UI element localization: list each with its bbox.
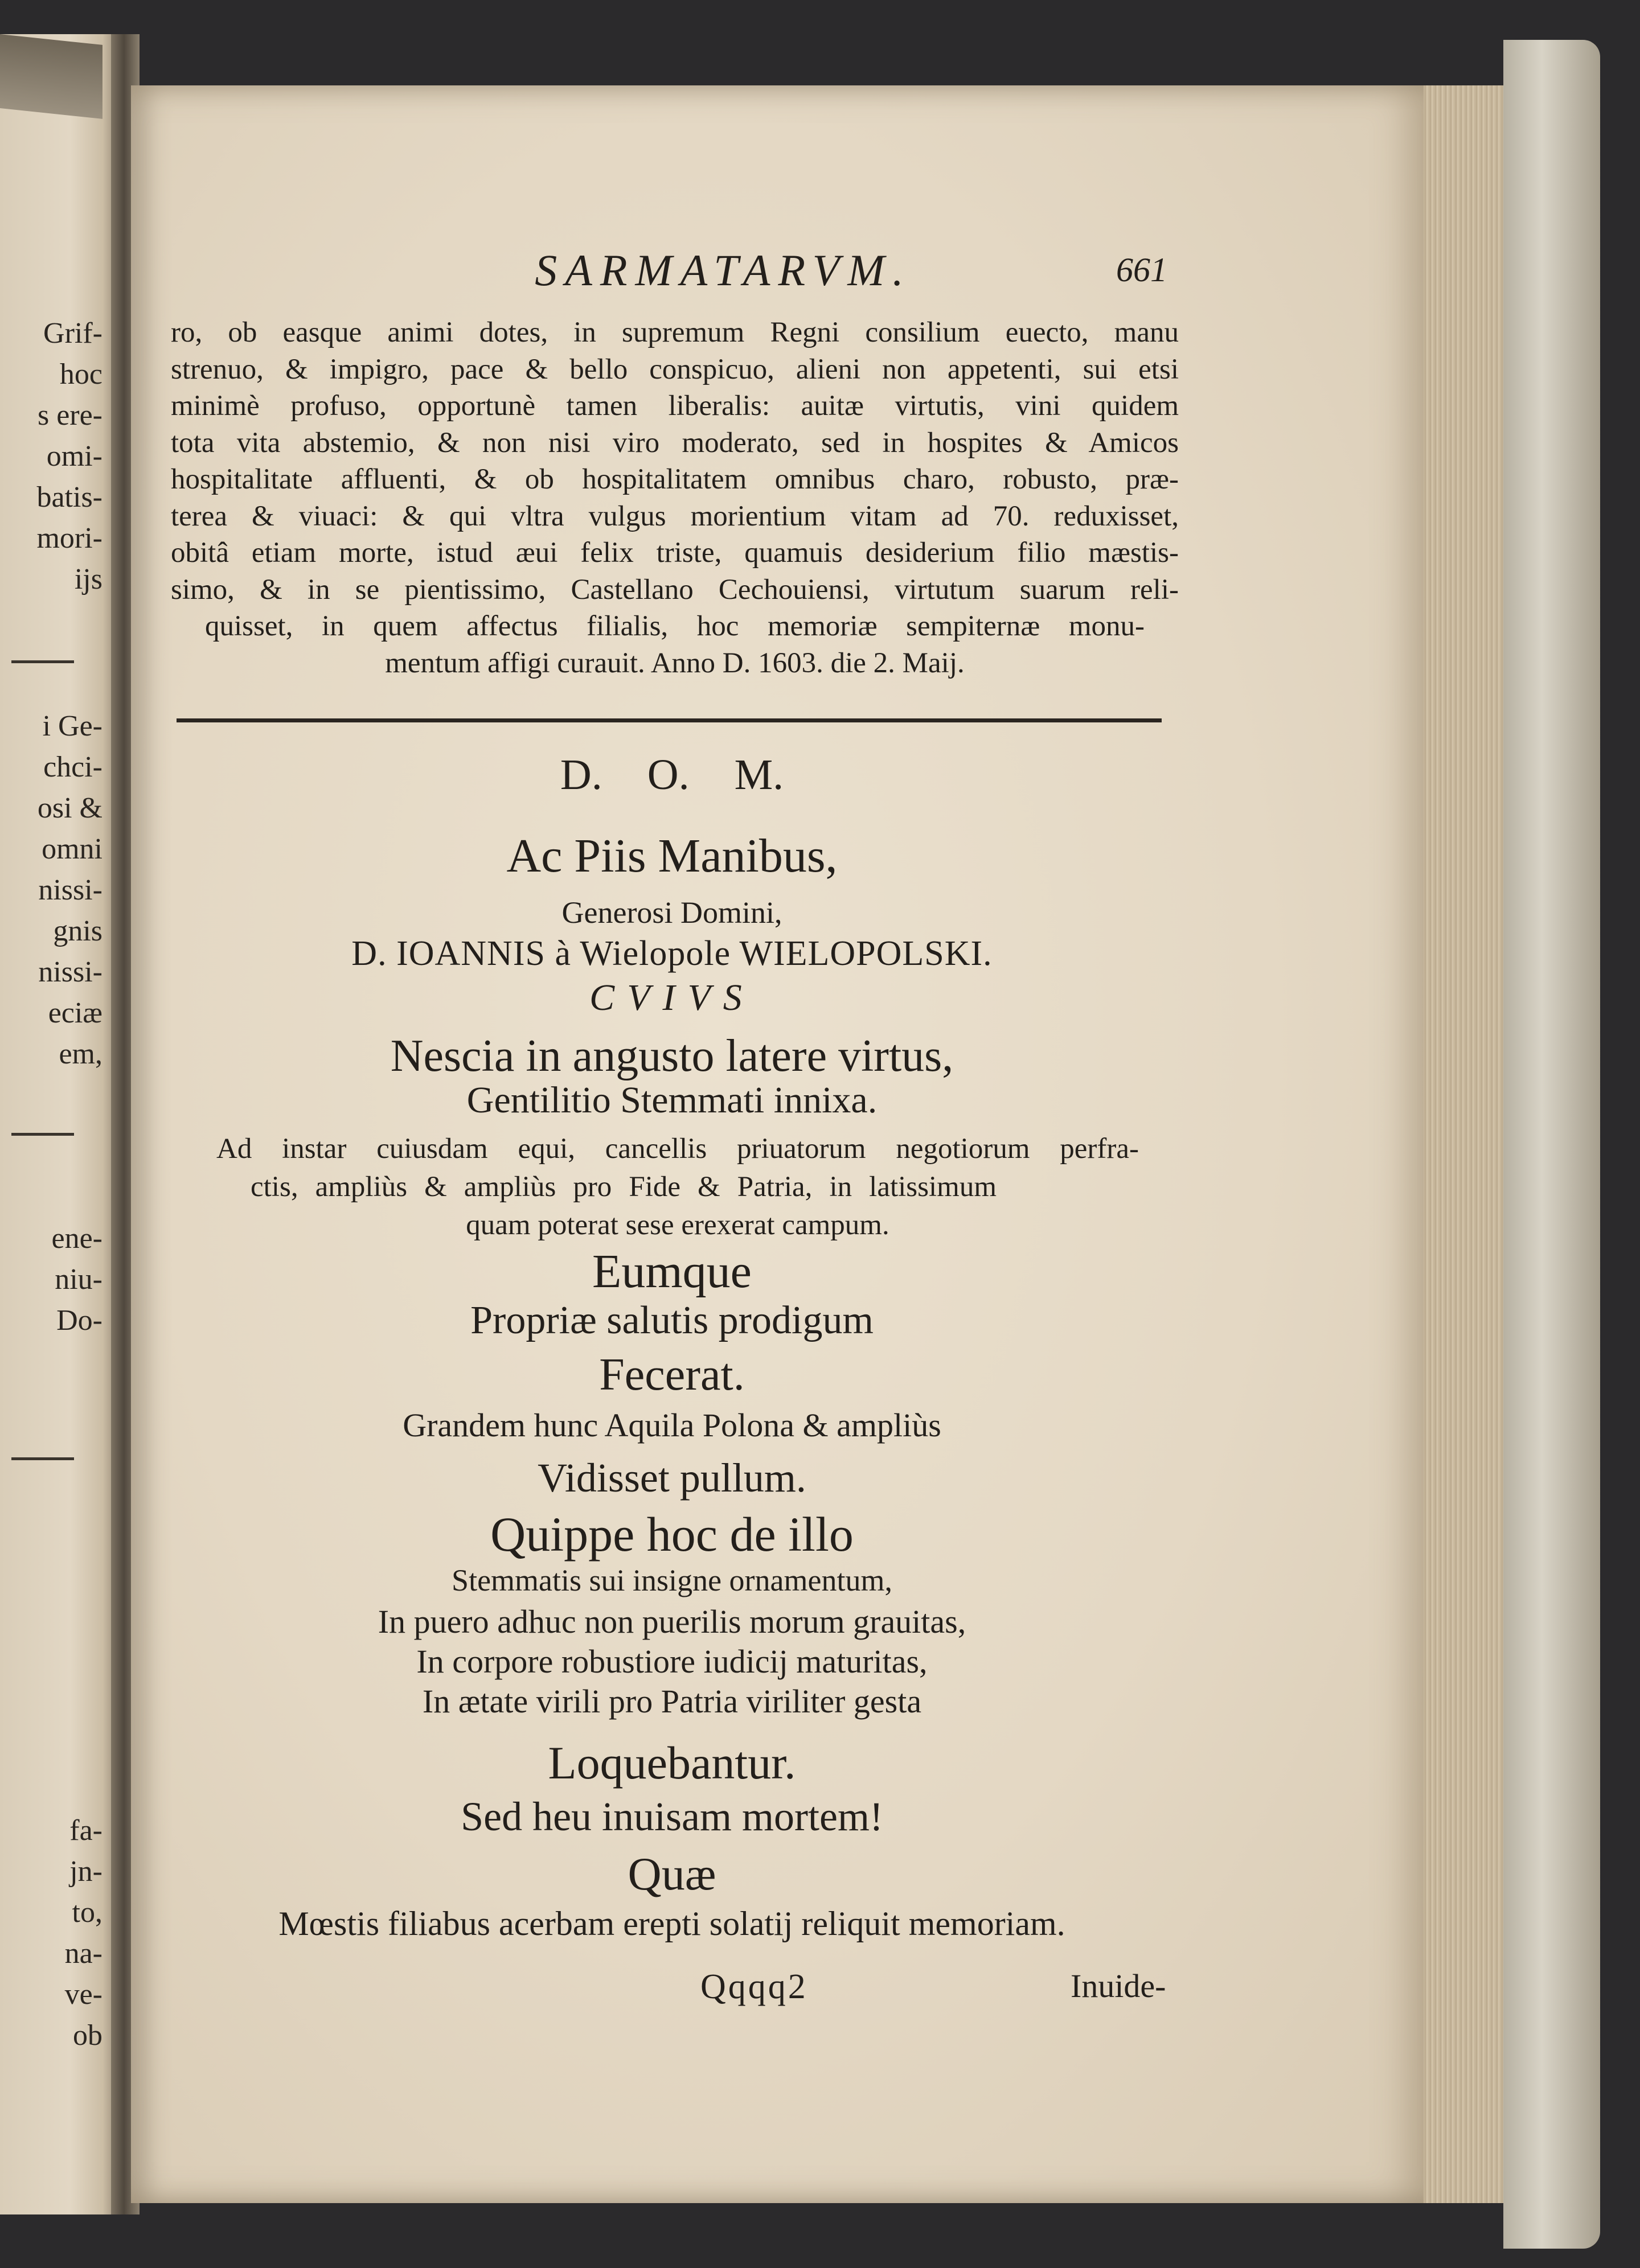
- left-fragment: omi-: [46, 440, 102, 472]
- left-fragment: hoc: [59, 358, 102, 391]
- inscription-line: Generosi Domini,: [561, 895, 782, 930]
- left-fragment: em,: [59, 1038, 102, 1070]
- left-fragment: niu-: [55, 1263, 102, 1296]
- paragraph-line: hospitalitate affluenti, & ob hospitalitatem omnibus charo, robusto, præ-: [171, 463, 1179, 495]
- left-rule: [11, 1133, 74, 1136]
- inscription-line: In corpore robustiore iudicij maturitas,: [416, 1643, 928, 1680]
- paragraph-line: ro, ob easque animi dotes, in supremum Regni consilium euecto, manu: [171, 317, 1179, 348]
- left-fragment: gnis: [53, 915, 102, 947]
- inscription-line: Ac Piis Manibus,: [506, 829, 838, 882]
- left-fragment: chci-: [43, 751, 102, 783]
- left-rule: [11, 1457, 74, 1460]
- left-fragments-low: [6, 1218, 102, 1341]
- paragraph-line: strenuo, & impigro, pace & bello conspicuo, alieni non appetenti, sui etsi: [171, 353, 1179, 385]
- catchword: Inuide-: [1071, 1967, 1166, 2004]
- section-rule: [177, 718, 1162, 722]
- left-fragment: mori-: [36, 522, 102, 554]
- paragraph-line: terea & viuaci: & qui vltra vulgus morientium vitam ad 70. reduxisset,: [171, 500, 1179, 532]
- paragraph-line: mentum affigi curauit. Anno D. 1603. die 2. Maij.: [385, 647, 965, 679]
- signature-mark: Qqqq2: [700, 1967, 808, 2006]
- left-rule: [11, 660, 74, 663]
- page-edges: [1424, 85, 1503, 2203]
- page-number: 661: [1116, 251, 1167, 289]
- inscription-name: D. IOANNIS à Wielopole WIELOPOLSKI.: [351, 934, 993, 973]
- inscription-line: Fecerat.: [599, 1350, 745, 1400]
- inscription-line: Sed heu inuisam mortem!: [461, 1794, 883, 1839]
- paragraph-line: minimè profuso, opportunè tamen liberalis: auitæ virtutis, vini quidem: [171, 390, 1179, 422]
- inscription-line: Grandem hunc Aquila Polona & ampliùs: [403, 1407, 941, 1444]
- left-fragment: osi &: [37, 792, 102, 824]
- inscription-line: Quæ: [628, 1848, 716, 1900]
- inscription-line: Gentilitio Stemmati innixa.: [466, 1079, 878, 1121]
- inscription-line: CVIVS: [589, 977, 755, 1018]
- left-fragment: batis-: [36, 481, 102, 513]
- inscription-paragraph: [216, 1130, 1139, 1244]
- paragraph-line: obitâ etiam morte, istud æui felix triste, quamuis desiderium filio mæstis-: [171, 537, 1179, 569]
- left-fragment: eciæ: [48, 997, 102, 1029]
- inscription-line: Mœstis filiabus acerbam erepti solatij reliquit memoriam.: [278, 1905, 1065, 1942]
- epitaph-paragraph: [171, 314, 1179, 681]
- left-fragments-mid: [6, 706, 102, 1075]
- inscription-para-line: quam poterat sese erexerat campum.: [466, 1209, 889, 1241]
- left-fragment: s ere-: [37, 399, 102, 432]
- left-fragment: jn-: [69, 1855, 102, 1888]
- paragraph-line: tota vita abstemio, & non nisi viro moderato, sed in hospites & Amicos: [171, 426, 1179, 459]
- inscription-line: Propriæ salutis prodigum: [470, 1299, 874, 1342]
- left-fragments-bottom: [6, 1810, 102, 2056]
- inscription-line: Eumque: [592, 1245, 752, 1298]
- paragraph-line: quisset, in quem affectus filialis, hoc memoriæ sempiternæ monu-: [205, 610, 1145, 642]
- inscription-line: In puero adhuc non puerilis morum grauitas,: [378, 1603, 966, 1640]
- left-fragments-top: [6, 313, 102, 600]
- inscription-line: Vidisset pullum.: [538, 1455, 806, 1501]
- left-fragment: ve-: [64, 1978, 102, 2011]
- left-fragment: ob: [73, 2019, 102, 2052]
- paragraph-line: simo, & in se pientissimo, Castellano Cechouiensi, virtutum suarum reli-: [171, 573, 1179, 606]
- left-fragment: omni: [42, 833, 102, 865]
- inscription-line: Loquebantur.: [548, 1737, 796, 1789]
- inscription-line: Quippe hoc de illo: [490, 1507, 854, 1562]
- left-fragment: Do-: [56, 1304, 102, 1337]
- inscription-para-line: Ad instar cuiusdam equi, cancellis priuatorum negotiorum perfra-: [216, 1133, 1139, 1165]
- left-fragment: Grif-: [43, 317, 102, 350]
- inscription-line: In ætate virili pro Patria viriliter gesta: [422, 1683, 922, 1720]
- right-cover: [1503, 40, 1600, 2249]
- left-fragment: fa-: [69, 1814, 102, 1847]
- left-fragment: ijs: [74, 563, 102, 595]
- inscription-para-line: ctis, ampliùs & ampliùs pro Fide & Patria, in latissimum: [251, 1171, 997, 1203]
- left-page: [0, 34, 117, 2214]
- running-head: SARMATARVM.: [535, 245, 912, 295]
- inscription-line: Stemmatis sui insigne ornamentum,: [452, 1563, 892, 1597]
- left-cover: [0, 34, 102, 119]
- dom-heading: D. O. M.: [560, 751, 784, 799]
- inscription-line: Nescia in angusto latere virtus,: [390, 1031, 954, 1081]
- left-fragment: nissi-: [38, 956, 102, 988]
- left-fragment: ene-: [51, 1222, 102, 1255]
- left-fragment: to,: [72, 1896, 102, 1929]
- left-fragment: na-: [64, 1937, 102, 1970]
- left-fragment: nissi-: [38, 874, 102, 906]
- left-fragment: i Ge-: [42, 710, 102, 742]
